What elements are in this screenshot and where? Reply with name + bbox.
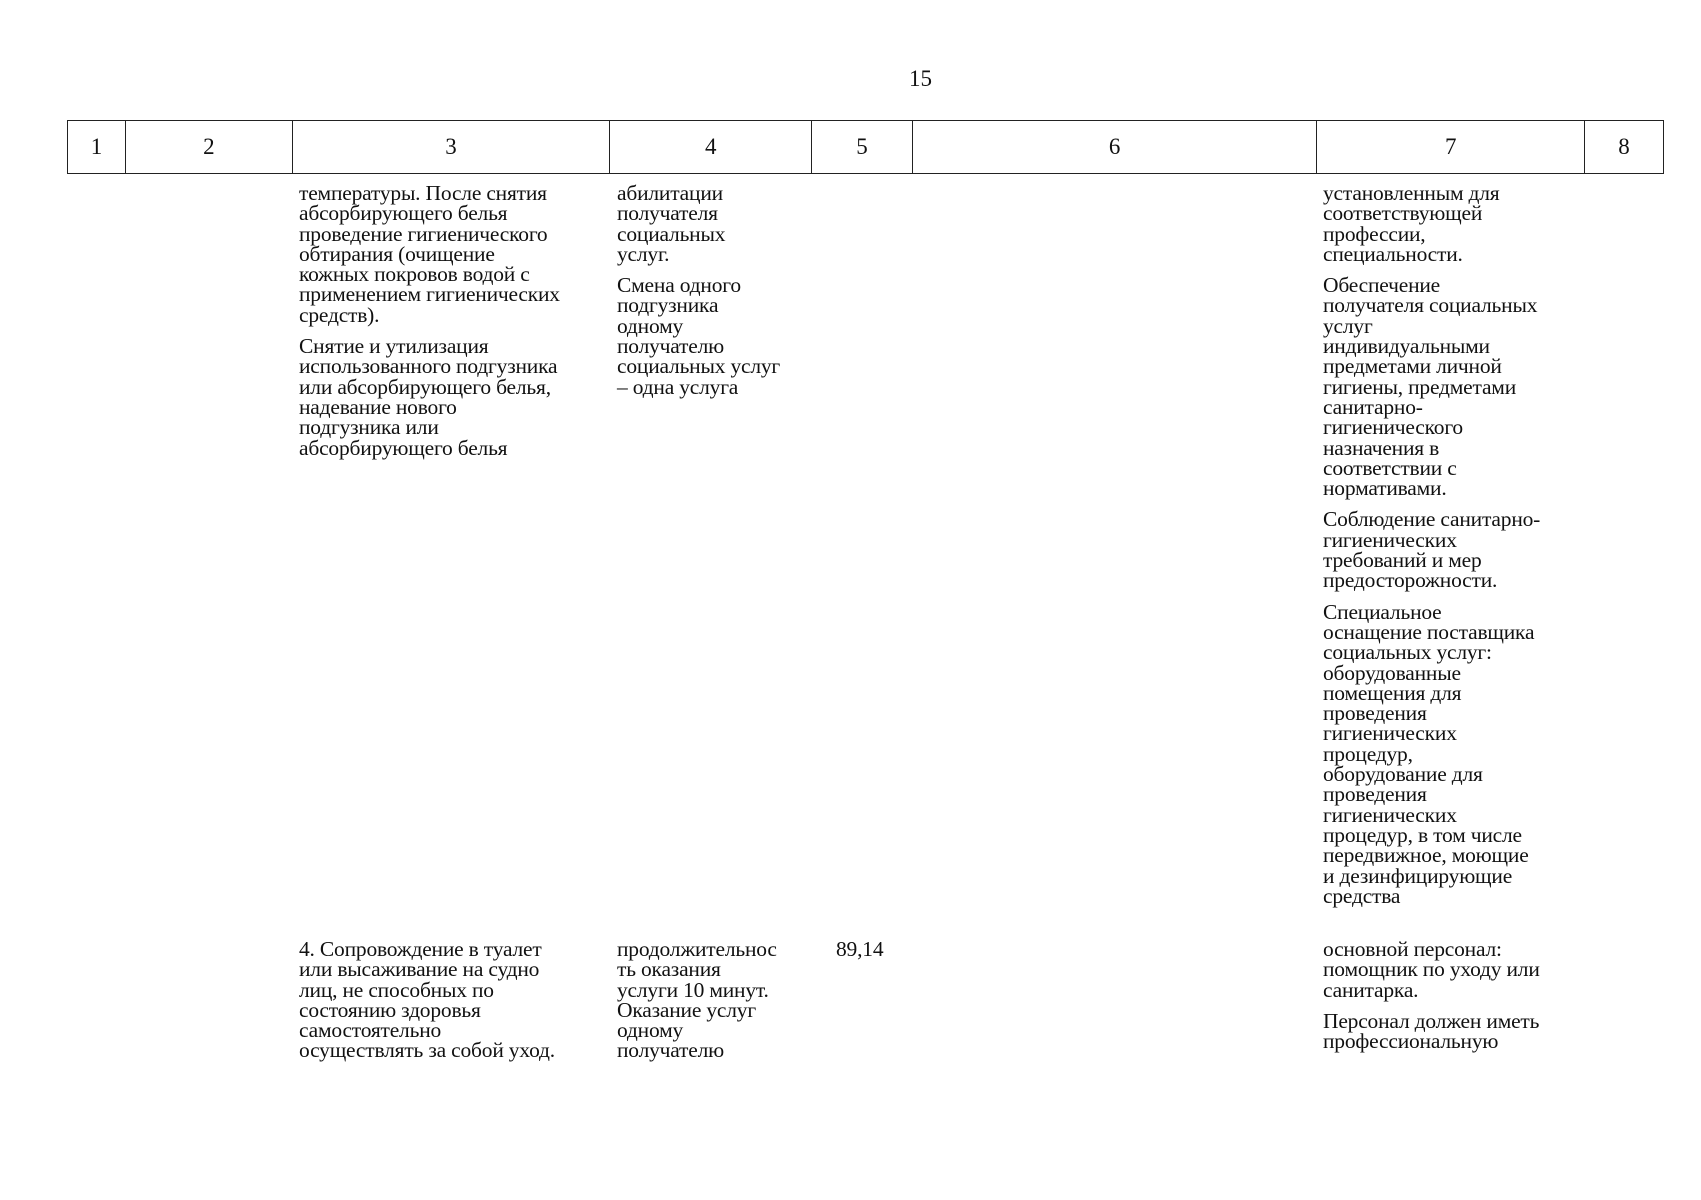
continued-row-col7 [1323,183,1583,917]
header-cell-1: 1 [90,134,103,159]
row4-col7 [1323,939,1583,1062]
header-cell-5: 5 [811,121,912,173]
table-header-row [67,120,1664,174]
header-cell-2: 2 [125,121,292,173]
paragraph: 4. Сопровождение в туалет или высаживание на судно лиц, не способных по состоянию здоровья самостоятельно осуществлять за собой уход. [299,937,555,1063]
paragraph: продолжительнос ть оказания услуги 10 минут. Оказание услуг одному получателю [617,937,777,1063]
paragraph: основной персонал: помощник по уходу или санитарка. [1323,937,1540,1002]
row4-col3 [299,939,604,1072]
paragraph: температуры. После снятия абсорбирующего белья проведение гигиенического обтирания (очищение кожных покровов водой с применением гигиенических средств). [299,181,560,327]
header-cell-6: 6 [912,121,1316,173]
paragraph: Смена одного подгузника одному получателю социальных услуг – одна услуга [617,273,781,399]
paragraph: Специальное оснащение поставщика социальных услуг: оборудованные помещения для проведения гигиенических процедур, оборудование для проведения гигиенических процедур, в том числе передвижное, моющие и дезинфицирующие средства [1323,599,1535,908]
paragraph: абилитации получателя социальных услуг. [617,181,726,266]
paragraph: установленным для соответствующей профессии, специальности. [1323,181,1500,266]
row4-col4 [617,939,812,1072]
continued-row-col3 [299,183,604,469]
row4-col5-value: 89,14 [836,937,884,961]
paragraph: Соблюдение санитарно- гигиенических требований и мер предосторожности. [1323,507,1541,593]
page-number: 15 [909,66,932,91]
header-cell-8: 8 [1584,121,1663,173]
paragraph: Персонал должен иметь профессиональную [1323,1008,1540,1054]
paragraph: Обеспечение получателя социальных услуг индивидуальными предметами личной гигиены, предметами санитарно- гигиенического назначения в соответствии с нормативами. [1323,273,1538,501]
paragraph: Снятие и утилизация использованного подгузника или абсорбирующего белья, надевание нового подгузника или абсорбирующего белья [299,334,558,460]
header-cell-7: 7 [1316,121,1584,173]
header-cell-3: 3 [292,121,610,173]
header-cell-4: 4 [609,121,811,173]
continued-row-col4 [617,183,812,408]
